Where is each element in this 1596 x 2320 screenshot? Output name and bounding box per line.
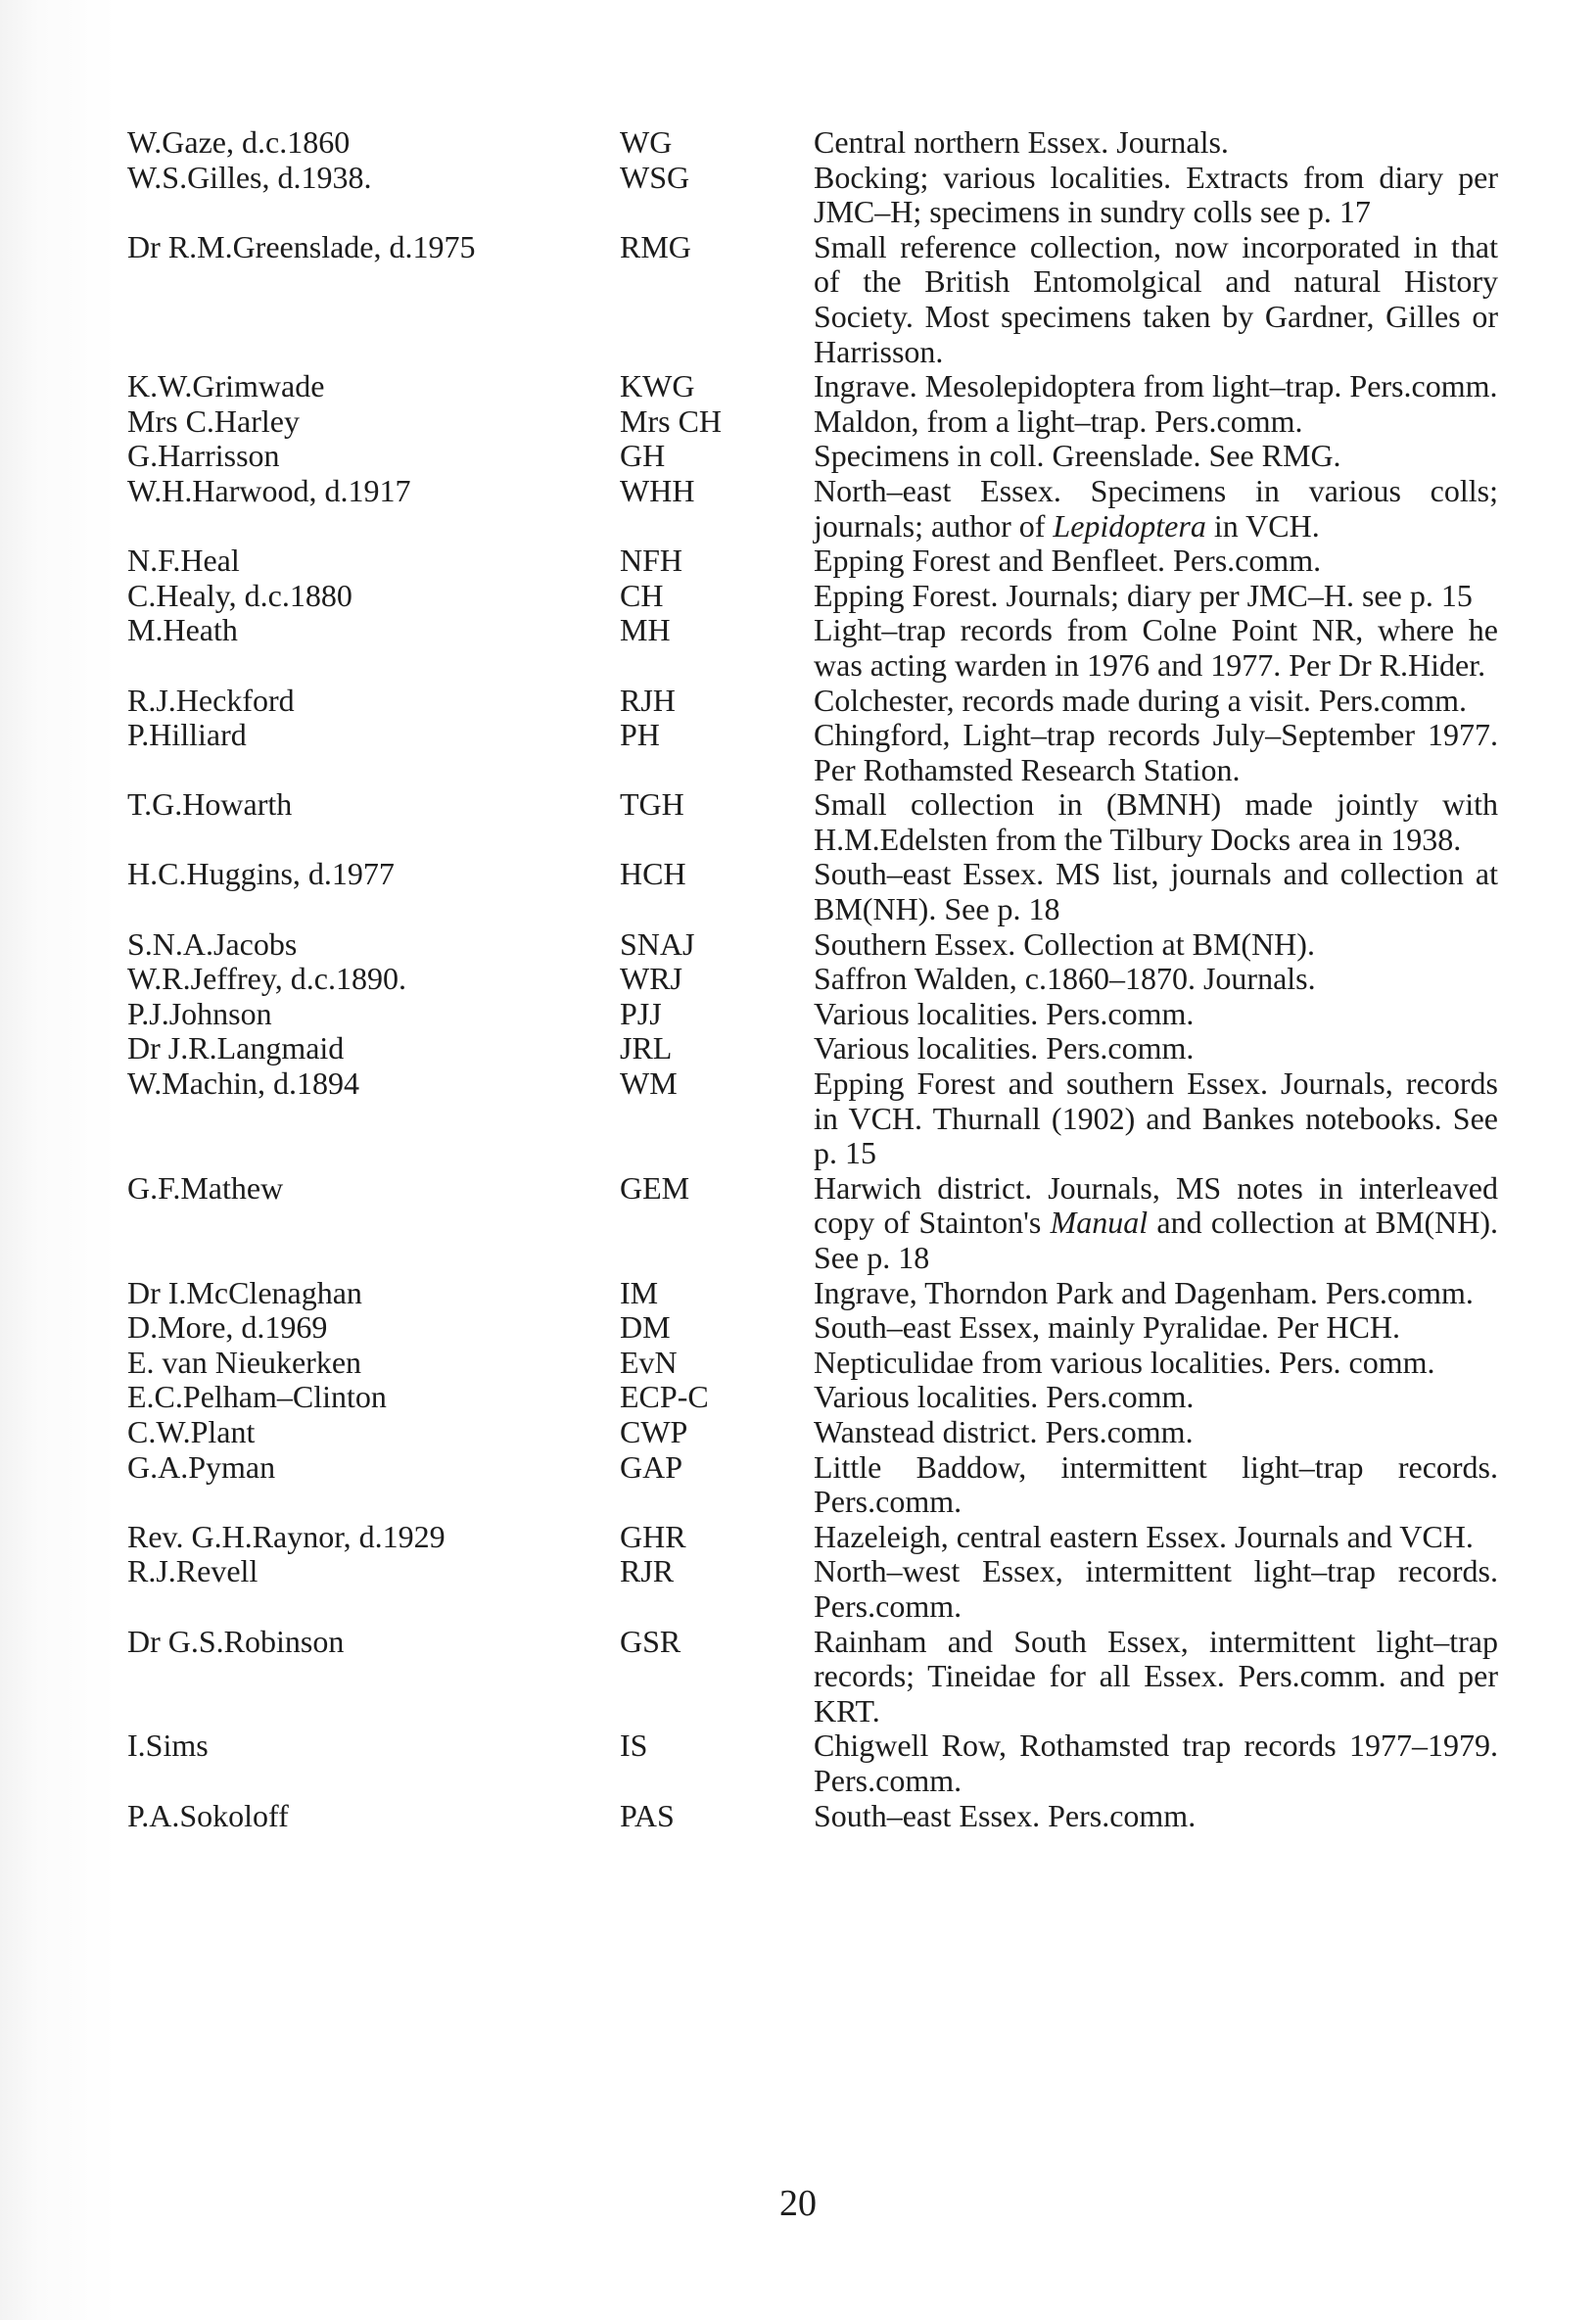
recorder-notes xyxy=(814,1554,1498,1624)
notes-text: Colchester, records made during a visit. Pers.comm. xyxy=(814,682,1467,718)
recorder-entry xyxy=(127,613,1498,683)
recorder-notes xyxy=(814,718,1498,787)
recorder-notes xyxy=(814,439,1498,474)
recorder-entry xyxy=(127,1171,1498,1276)
recorder-notes xyxy=(814,1310,1498,1346)
recorder-entry xyxy=(127,439,1498,474)
recorder-code: HCH xyxy=(620,856,686,892)
notes-text: North–east Essex. Specimens in various colls; journals; author of xyxy=(814,472,1498,544)
recorder-notes xyxy=(814,230,1498,369)
recorder-name: S.N.A.Jacobs xyxy=(127,925,298,962)
recorder-notes xyxy=(814,684,1498,719)
recorder-name: E.C.Pelham–Clinton xyxy=(127,1379,387,1415)
recorder-notes xyxy=(814,927,1498,963)
recorder-code: WSG xyxy=(620,159,690,195)
recorder-entry xyxy=(127,230,1498,369)
recorder-name: Dr R.M.Greenslade, d.1975 xyxy=(127,228,476,264)
recorder-code: WG xyxy=(620,124,673,160)
recorder-name: W.Gaze, d.c.1860 xyxy=(127,124,351,160)
notes-text: Maldon, from a light–trap. Pers.comm. xyxy=(814,402,1303,439)
notes-text: Ingrave, Thorndon Park and Dagenham. Pers.comm. xyxy=(814,1274,1474,1310)
recorder-name: W.Machin, d.1894 xyxy=(127,1065,360,1102)
recorder-notes xyxy=(814,1625,1498,1729)
italic-title: Lepidoptera xyxy=(1053,507,1206,544)
recorder-entry xyxy=(127,857,1498,926)
notes-text: Bocking; various localities. Extracts from diary per JMC–H; specimens in sundry colls see p. 17 xyxy=(814,159,1498,230)
recorder-name: P.Hilliard xyxy=(127,717,247,753)
notes-text: Epping Forest and Benfleet. Pers.comm. xyxy=(814,543,1322,579)
recorder-code: GAP xyxy=(620,1448,683,1485)
notes-text: Various localities. Pers.comm. xyxy=(814,1379,1195,1415)
recorder-notes xyxy=(814,962,1498,997)
notes-text: Chigwell Row, Rothamsted trap records 1977–1979. Pers.comm. xyxy=(814,1728,1498,1798)
notes-text: Ingrave. Mesolepidoptera from light–trap. Pers.comm. xyxy=(814,368,1498,404)
recorder-code: MH xyxy=(620,612,671,648)
recorder-entry xyxy=(127,1310,1498,1346)
recorder-notes xyxy=(814,997,1498,1032)
recorder-notes xyxy=(814,1346,1498,1381)
recorder-entry xyxy=(127,579,1498,614)
recorder-name: W.R.Jeffrey, d.c.1890. xyxy=(127,961,406,997)
recorder-notes xyxy=(814,787,1498,857)
notes-text: Nepticulidae from various localities. Pers. comm. xyxy=(814,1344,1435,1380)
recorder-notes xyxy=(814,613,1498,683)
recorder-entry xyxy=(127,1520,1498,1555)
recorder-notes xyxy=(814,1066,1498,1171)
recorder-notes xyxy=(814,1380,1498,1415)
notes-text: Saffron Walden, c.1860–1870. Journals. xyxy=(814,961,1316,997)
recorder-entry xyxy=(127,1066,1498,1171)
notes-text: Specimens in coll. Greenslade. See RMG. xyxy=(814,438,1341,474)
recorder-code: PJJ xyxy=(620,995,662,1031)
recorder-entry xyxy=(127,1728,1498,1798)
recorder-name: W.H.Harwood, d.1917 xyxy=(127,472,411,508)
recorder-name: W.S.Gilles, d.1938. xyxy=(127,159,372,195)
recorder-name: P.J.Johnson xyxy=(127,995,272,1031)
recorder-notes xyxy=(814,404,1498,440)
recorder-name: G.F.Mathew xyxy=(127,1169,284,1206)
recorder-entry xyxy=(127,684,1498,719)
recorder-code: Mrs CH xyxy=(620,402,723,439)
notes-text: Various localities. Pers.comm. xyxy=(814,995,1195,1031)
recorder-name: R.J.Heckford xyxy=(127,682,295,718)
recorder-name: R.J.Revell xyxy=(127,1553,258,1589)
recorder-entry xyxy=(127,544,1498,579)
recorder-code: GSR xyxy=(620,1623,681,1659)
recorder-notes xyxy=(814,1031,1498,1066)
notes-text: Little Baddow, intermittent light–trap records. Pers.comm. xyxy=(814,1448,1498,1520)
recorder-code: GHR xyxy=(620,1518,686,1554)
recorder-entry xyxy=(127,1276,1498,1311)
recorder-name: D.More, d.1969 xyxy=(127,1309,328,1346)
recorder-entry xyxy=(127,1625,1498,1729)
recorder-name: Mrs C.Harley xyxy=(127,402,300,439)
notes-text: South–east Essex, mainly Pyralidae. Per HCH. xyxy=(814,1309,1401,1346)
recorder-notes xyxy=(814,857,1498,926)
notes-text: Rainham and South Essex, intermittent light–trap records; Tineidae for all Essex. Pers.comm. and per KRT. xyxy=(814,1623,1498,1728)
recorder-code: WM xyxy=(620,1065,678,1102)
recorder-code: RJR xyxy=(620,1553,675,1589)
recorder-name: G.A.Pyman xyxy=(127,1448,276,1485)
recorder-entry xyxy=(127,997,1498,1032)
notes-text: Small collection in (BMNH) made jointly with H.M.Edelsten from the Tilbury Docks area in 1938. xyxy=(814,786,1498,857)
recorder-notes xyxy=(814,161,1498,230)
recorder-code: IS xyxy=(620,1728,648,1764)
recorder-notes xyxy=(814,1415,1498,1450)
page-number: 20 xyxy=(779,2183,817,2224)
recorder-entry xyxy=(127,1346,1498,1381)
recorder-entry xyxy=(127,161,1498,230)
notes-text: Epping Forest and southern Essex. Journals, records in VCH. Thurnall (1902) and Bankes notebooks. See p. 15 xyxy=(814,1065,1498,1171)
recorder-entry xyxy=(127,1380,1498,1415)
recorder-notes xyxy=(814,125,1498,161)
recorder-name: M.Heath xyxy=(127,612,238,648)
notes-text: Hazeleigh, central eastern Essex. Journals and VCH. xyxy=(814,1518,1474,1554)
recorder-notes xyxy=(814,1799,1498,1834)
notes-text: and collection at BM(NH). See p. 18 xyxy=(814,1205,1499,1275)
notes-text: Southern Essex. Collection at BM(NH). xyxy=(814,925,1315,962)
italic-title: Manual xyxy=(1050,1205,1149,1241)
recorder-notes xyxy=(814,369,1498,404)
recorder-code: WHH xyxy=(620,472,695,508)
recorders-list xyxy=(127,125,1498,1833)
recorder-code: SNAJ xyxy=(620,925,695,962)
recorder-entry xyxy=(127,1450,1498,1520)
notes-text: Epping Forest. Journals; diary per JMC–H. see p. 15 xyxy=(814,577,1473,613)
recorder-code: GH xyxy=(620,438,666,474)
recorder-code: NFH xyxy=(620,543,683,579)
recorder-entry xyxy=(127,474,1498,544)
recorder-entry xyxy=(127,1031,1498,1066)
recorder-code: GEM xyxy=(620,1169,690,1206)
recorder-notes xyxy=(814,579,1498,614)
notes-text: Harwich district. Journals, MS notes in interleaved copy of Stainton's xyxy=(814,1169,1498,1241)
notes-text: Small reference collection, now incorporated in that of the British Entomolgical and natural History Society. Most specimens taken by Gardner, Gilles or Harrisson. xyxy=(814,228,1498,369)
recorder-name: T.G.Howarth xyxy=(127,786,293,823)
recorder-notes xyxy=(814,1520,1498,1555)
recorder-name: G.Harrisson xyxy=(127,438,280,474)
recorder-name: H.C.Huggins, d.1977 xyxy=(127,856,395,892)
recorder-entry xyxy=(127,962,1498,997)
notes-text: in VCH. xyxy=(1205,507,1320,544)
recorder-notes xyxy=(814,544,1498,579)
recorder-notes xyxy=(814,1728,1498,1798)
recorder-code: CWP xyxy=(620,1413,688,1449)
recorder-notes xyxy=(814,474,1498,544)
notes-text: Various localities. Pers.comm. xyxy=(814,1030,1195,1066)
recorder-name: P.A.Sokoloff xyxy=(127,1797,289,1833)
recorder-notes xyxy=(814,1171,1498,1276)
recorder-name: I.Sims xyxy=(127,1728,209,1764)
recorder-code: RMG xyxy=(620,228,691,264)
recorder-code: ECP-C xyxy=(620,1379,709,1415)
recorder-notes xyxy=(814,1276,1498,1311)
recorder-name: Dr I.McClenaghan xyxy=(127,1274,362,1310)
recorder-entry xyxy=(127,1799,1498,1834)
notes-text: Wanstead district. Pers.comm. xyxy=(814,1413,1194,1449)
recorder-name: C.W.Plant xyxy=(127,1413,256,1449)
recorder-code: WRJ xyxy=(620,961,682,997)
recorder-name: Dr G.S.Robinson xyxy=(127,1623,345,1659)
recorder-code: PAS xyxy=(620,1797,675,1833)
recorder-entry xyxy=(127,404,1498,440)
notes-text: South–east Essex. Pers.comm. xyxy=(814,1797,1197,1833)
recorder-name: N.F.Heal xyxy=(127,543,240,579)
recorder-code: IM xyxy=(620,1274,659,1310)
recorder-name: Dr J.R.Langmaid xyxy=(127,1030,345,1066)
recorder-code: RJH xyxy=(620,682,676,718)
recorder-entry xyxy=(127,718,1498,787)
recorder-code: DM xyxy=(620,1309,671,1346)
recorder-name: K.W.Grimwade xyxy=(127,368,325,404)
recorder-name: Rev. G.H.Raynor, d.1929 xyxy=(127,1518,446,1554)
notes-text: North–west Essex, intermittent light–trap records. Pers.comm. xyxy=(814,1553,1498,1624)
recorder-code: KWG xyxy=(620,368,695,404)
notes-text: Chingford, Light–trap records July–September 1977. Per Rothamsted Research Station. xyxy=(814,717,1498,787)
recorder-name: C.Healy, d.c.1880 xyxy=(127,577,352,613)
notes-text: Light–trap records from Colne Point NR, where he was acting warden in 1976 and 1977. Per Dr R.Hider. xyxy=(814,612,1498,683)
recorder-code: TGH xyxy=(620,786,684,823)
recorder-entry xyxy=(127,1554,1498,1624)
recorder-entry xyxy=(127,369,1498,404)
notes-text: Central northern Essex. Journals. xyxy=(814,124,1229,160)
recorder-code: PH xyxy=(620,717,660,753)
recorder-entry xyxy=(127,787,1498,857)
recorder-entry xyxy=(127,927,1498,963)
recorder-notes xyxy=(814,1450,1498,1520)
recorder-name: E. van Nieukerken xyxy=(127,1344,362,1380)
notes-text: South–east Essex. MS list, journals and collection at BM(NH). See p. 18 xyxy=(814,856,1498,927)
recorder-entry xyxy=(127,125,1498,161)
recorder-entry xyxy=(127,1415,1498,1450)
recorder-code: EvN xyxy=(620,1344,678,1380)
recorder-code: CH xyxy=(620,577,664,613)
recorder-code: JRL xyxy=(620,1030,673,1066)
